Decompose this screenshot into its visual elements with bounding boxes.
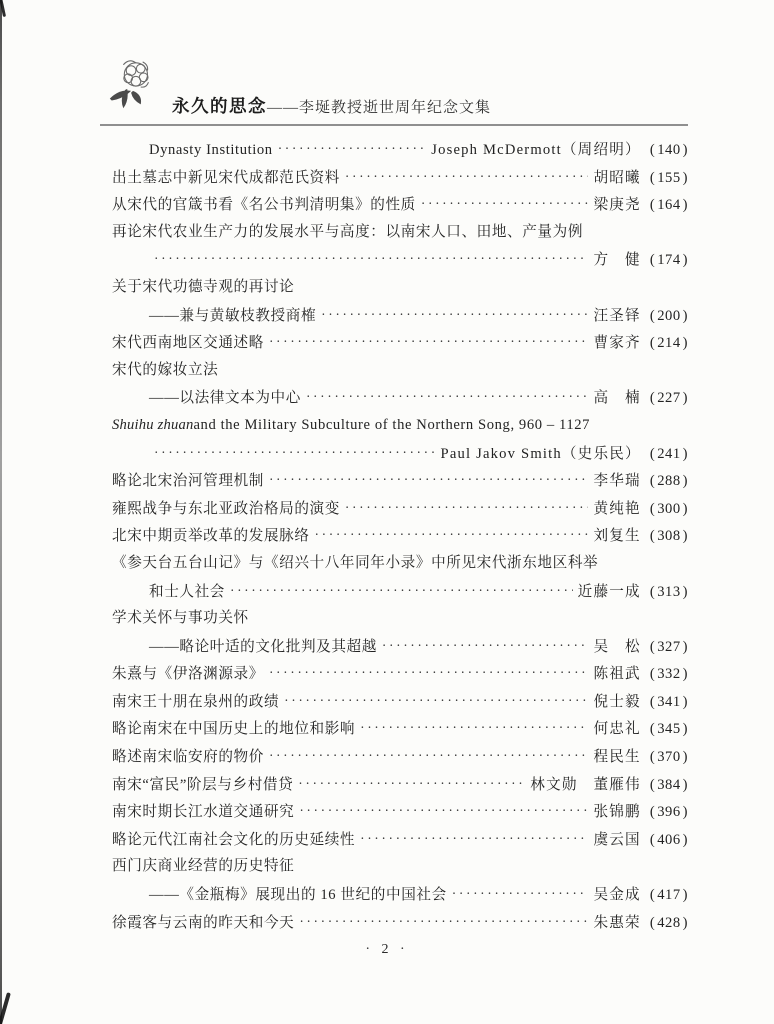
dot-leader bbox=[315, 521, 589, 550]
toc-row bbox=[112, 715, 688, 743]
toc-row bbox=[112, 495, 688, 523]
entry-author: 梁庚尧 bbox=[593, 197, 641, 214]
entry-title: 宋代的嫁妆立法 bbox=[112, 361, 219, 378]
entry-page-number: ( 370 ) bbox=[650, 744, 688, 772]
entry-author: 曹家齐 bbox=[593, 335, 641, 352]
toc-row bbox=[112, 440, 688, 468]
entry-page-number: ( 428 ) bbox=[650, 910, 688, 938]
book-title-subtitle: ——李埏教授逝世周年纪念文集 bbox=[267, 100, 492, 116]
entry-title: 雍熙战争与东北亚政治格局的演变 bbox=[112, 500, 340, 517]
entry-page-number: ( 396 ) bbox=[650, 799, 688, 827]
toc-row bbox=[112, 826, 688, 854]
entry-page-number: ( 327 ) bbox=[650, 634, 688, 662]
toc-row bbox=[112, 412, 688, 440]
entry-page-number: ( 214 ) bbox=[650, 330, 688, 358]
entry-author: 陈祖武 bbox=[593, 666, 641, 683]
entry-author: 何忠礼 bbox=[593, 721, 641, 738]
entry-author: 吴金成 bbox=[593, 887, 641, 904]
dot-leader bbox=[421, 190, 589, 219]
dot-leader bbox=[299, 908, 588, 937]
entry-page-number: ( 174 ) bbox=[650, 247, 688, 275]
entry-title: 南宋时期长江水道交通研究 bbox=[112, 804, 295, 821]
entry-page-number: ( 241 ) bbox=[650, 441, 688, 469]
scan-edge-artifact bbox=[0, 0, 2, 1024]
entry-title: 南宋“富民”阶层与乡村借贷 bbox=[112, 776, 294, 793]
entry-title: Dynasty Institution bbox=[149, 142, 273, 158]
toc-row bbox=[112, 274, 688, 302]
entry-author: 黄纯艳 bbox=[593, 500, 641, 517]
entry-page-number: ( 200 ) bbox=[650, 303, 688, 331]
toc-row bbox=[112, 771, 688, 799]
book-title bbox=[172, 93, 491, 118]
entry-author: 朱惠荣 bbox=[593, 914, 641, 931]
entry-author: 刘复生 bbox=[593, 528, 641, 545]
entry-page-number: ( 300 ) bbox=[650, 496, 688, 524]
dot-leader bbox=[154, 439, 436, 468]
entry-author: 高 楠 bbox=[593, 390, 641, 407]
entry-title: and the Military Subculture of the Northern Song, 960 – 1127 bbox=[193, 416, 591, 433]
toc-row bbox=[112, 136, 688, 164]
dot-leader bbox=[298, 770, 525, 799]
dot-leader bbox=[345, 494, 589, 523]
entry-title: 徐霞客与云南的昨天和今天 bbox=[112, 914, 295, 931]
entry-author: 倪士毅 bbox=[593, 693, 641, 710]
entry-page-number: ( 406 ) bbox=[650, 827, 688, 855]
entry-page-number: ( 417 ) bbox=[650, 882, 688, 910]
entry-title: 略论南宋在中国历史上的地位和影响 bbox=[112, 721, 356, 738]
dot-leader bbox=[382, 632, 589, 661]
entry-title: 关于宋代功德寺观的再讨论 bbox=[112, 278, 295, 295]
toc-row bbox=[112, 688, 688, 716]
entry-title: 略述南宋临安府的物价 bbox=[112, 749, 264, 766]
entry-page-number: ( 140 ) bbox=[650, 137, 688, 165]
dot-leader bbox=[269, 328, 589, 357]
entry-page-number: ( 332 ) bbox=[650, 661, 688, 689]
entry-title: 《参天台五台山记》与《绍兴十八年同年小录》中所见宋代浙东地区科举 bbox=[112, 554, 599, 571]
dot-leader bbox=[321, 301, 588, 330]
entry-page-number: ( 345 ) bbox=[650, 716, 688, 744]
page-number-footer: · 2 · bbox=[365, 942, 409, 957]
entry-page-number: ( 288 ) bbox=[650, 468, 688, 496]
dot-leader bbox=[284, 687, 588, 716]
entry-title: ——略论叶适的文化批判及其超越 bbox=[149, 638, 377, 655]
entry-author: 近藤一成 bbox=[577, 583, 641, 600]
toc-row bbox=[112, 246, 688, 274]
toc-row bbox=[112, 550, 688, 578]
dot-leader bbox=[278, 135, 427, 164]
entry-title: 南宋王十朋在泉州的政绩 bbox=[112, 693, 280, 710]
entry-page-number: ( 384 ) bbox=[650, 772, 688, 800]
entry-title: ——以法律文本为中心 bbox=[149, 390, 301, 407]
entry-page-number: ( 341 ) bbox=[650, 689, 688, 717]
book-header bbox=[100, 58, 688, 126]
toc-row bbox=[112, 357, 688, 385]
entry-title: 学术关怀与事功关怀 bbox=[112, 610, 249, 627]
entry-title: 朱熹与《伊洛渊源录》 bbox=[112, 666, 264, 683]
dot-leader bbox=[345, 163, 589, 192]
entry-page-number: ( 313 ) bbox=[650, 579, 688, 607]
toc-row bbox=[112, 909, 688, 937]
entry-title: 宋代西南地区交通述略 bbox=[112, 335, 264, 352]
toc-row bbox=[112, 798, 688, 826]
entry-title: ——《金瓶梅》展现出的 16 世纪的中国社会 bbox=[149, 887, 447, 904]
entry-author: 林文勋 董雁伟 bbox=[530, 776, 641, 793]
dot-leader bbox=[299, 797, 588, 826]
toc-row bbox=[112, 467, 688, 495]
entry-author: Joseph McDermott（周绍明） bbox=[431, 142, 641, 158]
flower-logo-icon bbox=[104, 56, 162, 118]
entry-page-number: ( 227 ) bbox=[650, 385, 688, 413]
toc-row bbox=[112, 329, 688, 357]
entry-author: 张锦鹏 bbox=[593, 804, 641, 821]
toc-row bbox=[112, 743, 688, 771]
entry-author: 吴 松 bbox=[593, 638, 641, 655]
toc-row bbox=[112, 522, 688, 550]
entry-title: 出土墓志中新见宋代成都范氏资料 bbox=[112, 169, 340, 186]
toc-row bbox=[112, 881, 688, 909]
dot-leader bbox=[269, 659, 589, 688]
entry-title: 略论元代江南社会文化的历史延续性 bbox=[112, 831, 356, 848]
entry-author: Paul Jakov Smith（史乐民） bbox=[440, 445, 641, 462]
toc-row bbox=[112, 605, 688, 633]
dot-leader bbox=[360, 825, 588, 854]
dot-leader bbox=[269, 742, 589, 771]
entry-title: 北宋中期贡举改革的发展脉络 bbox=[112, 528, 310, 545]
toc-row bbox=[112, 302, 688, 330]
entry-author: 李华瑞 bbox=[593, 473, 641, 490]
dot-leader bbox=[230, 577, 573, 606]
entry-title: 和士人社会 bbox=[149, 583, 225, 600]
entry-author: 程民生 bbox=[593, 749, 641, 766]
dot-leader bbox=[269, 466, 589, 495]
toc-row bbox=[112, 384, 688, 412]
entry-title: ——兼与黄敏枝教授商榷 bbox=[149, 307, 317, 324]
entry-page-number: ( 155 ) bbox=[650, 165, 688, 193]
dot-leader bbox=[452, 880, 589, 909]
toc-row bbox=[112, 219, 688, 247]
entry-author: 方 健 bbox=[593, 252, 641, 269]
entry-page-number: ( 308 ) bbox=[650, 523, 688, 551]
entry-title: 略论北宋治河管理机制 bbox=[112, 473, 264, 490]
entry-author: 虞云国 bbox=[593, 831, 641, 848]
entry-page-number: ( 164 ) bbox=[650, 192, 688, 220]
entry-author: 胡昭曦 bbox=[593, 169, 641, 186]
toc-row bbox=[112, 660, 688, 688]
toc-row bbox=[112, 633, 688, 661]
toc-row bbox=[112, 853, 688, 881]
book-title-main: 永久的思念 bbox=[172, 96, 267, 116]
entry-title: 从宋代的官箴书看《名公书判清明集》的性质 bbox=[112, 197, 416, 214]
toc-row bbox=[112, 191, 688, 219]
toc-list bbox=[112, 136, 688, 936]
entry-title: 西门庆商业经营的历史特征 bbox=[112, 858, 295, 875]
entry-title: 再论宋代农业生产力的发展水平与高度：以南宋人口、田地、产量为例 bbox=[112, 223, 584, 240]
dot-leader bbox=[154, 245, 588, 274]
dot-leader bbox=[360, 714, 588, 743]
entry-author: 汪圣铎 bbox=[593, 307, 641, 324]
toc-row bbox=[112, 164, 688, 192]
toc-row bbox=[112, 578, 688, 606]
dot-leader bbox=[306, 383, 589, 412]
entry-title-italic: Shuihu zhuan bbox=[112, 416, 194, 433]
